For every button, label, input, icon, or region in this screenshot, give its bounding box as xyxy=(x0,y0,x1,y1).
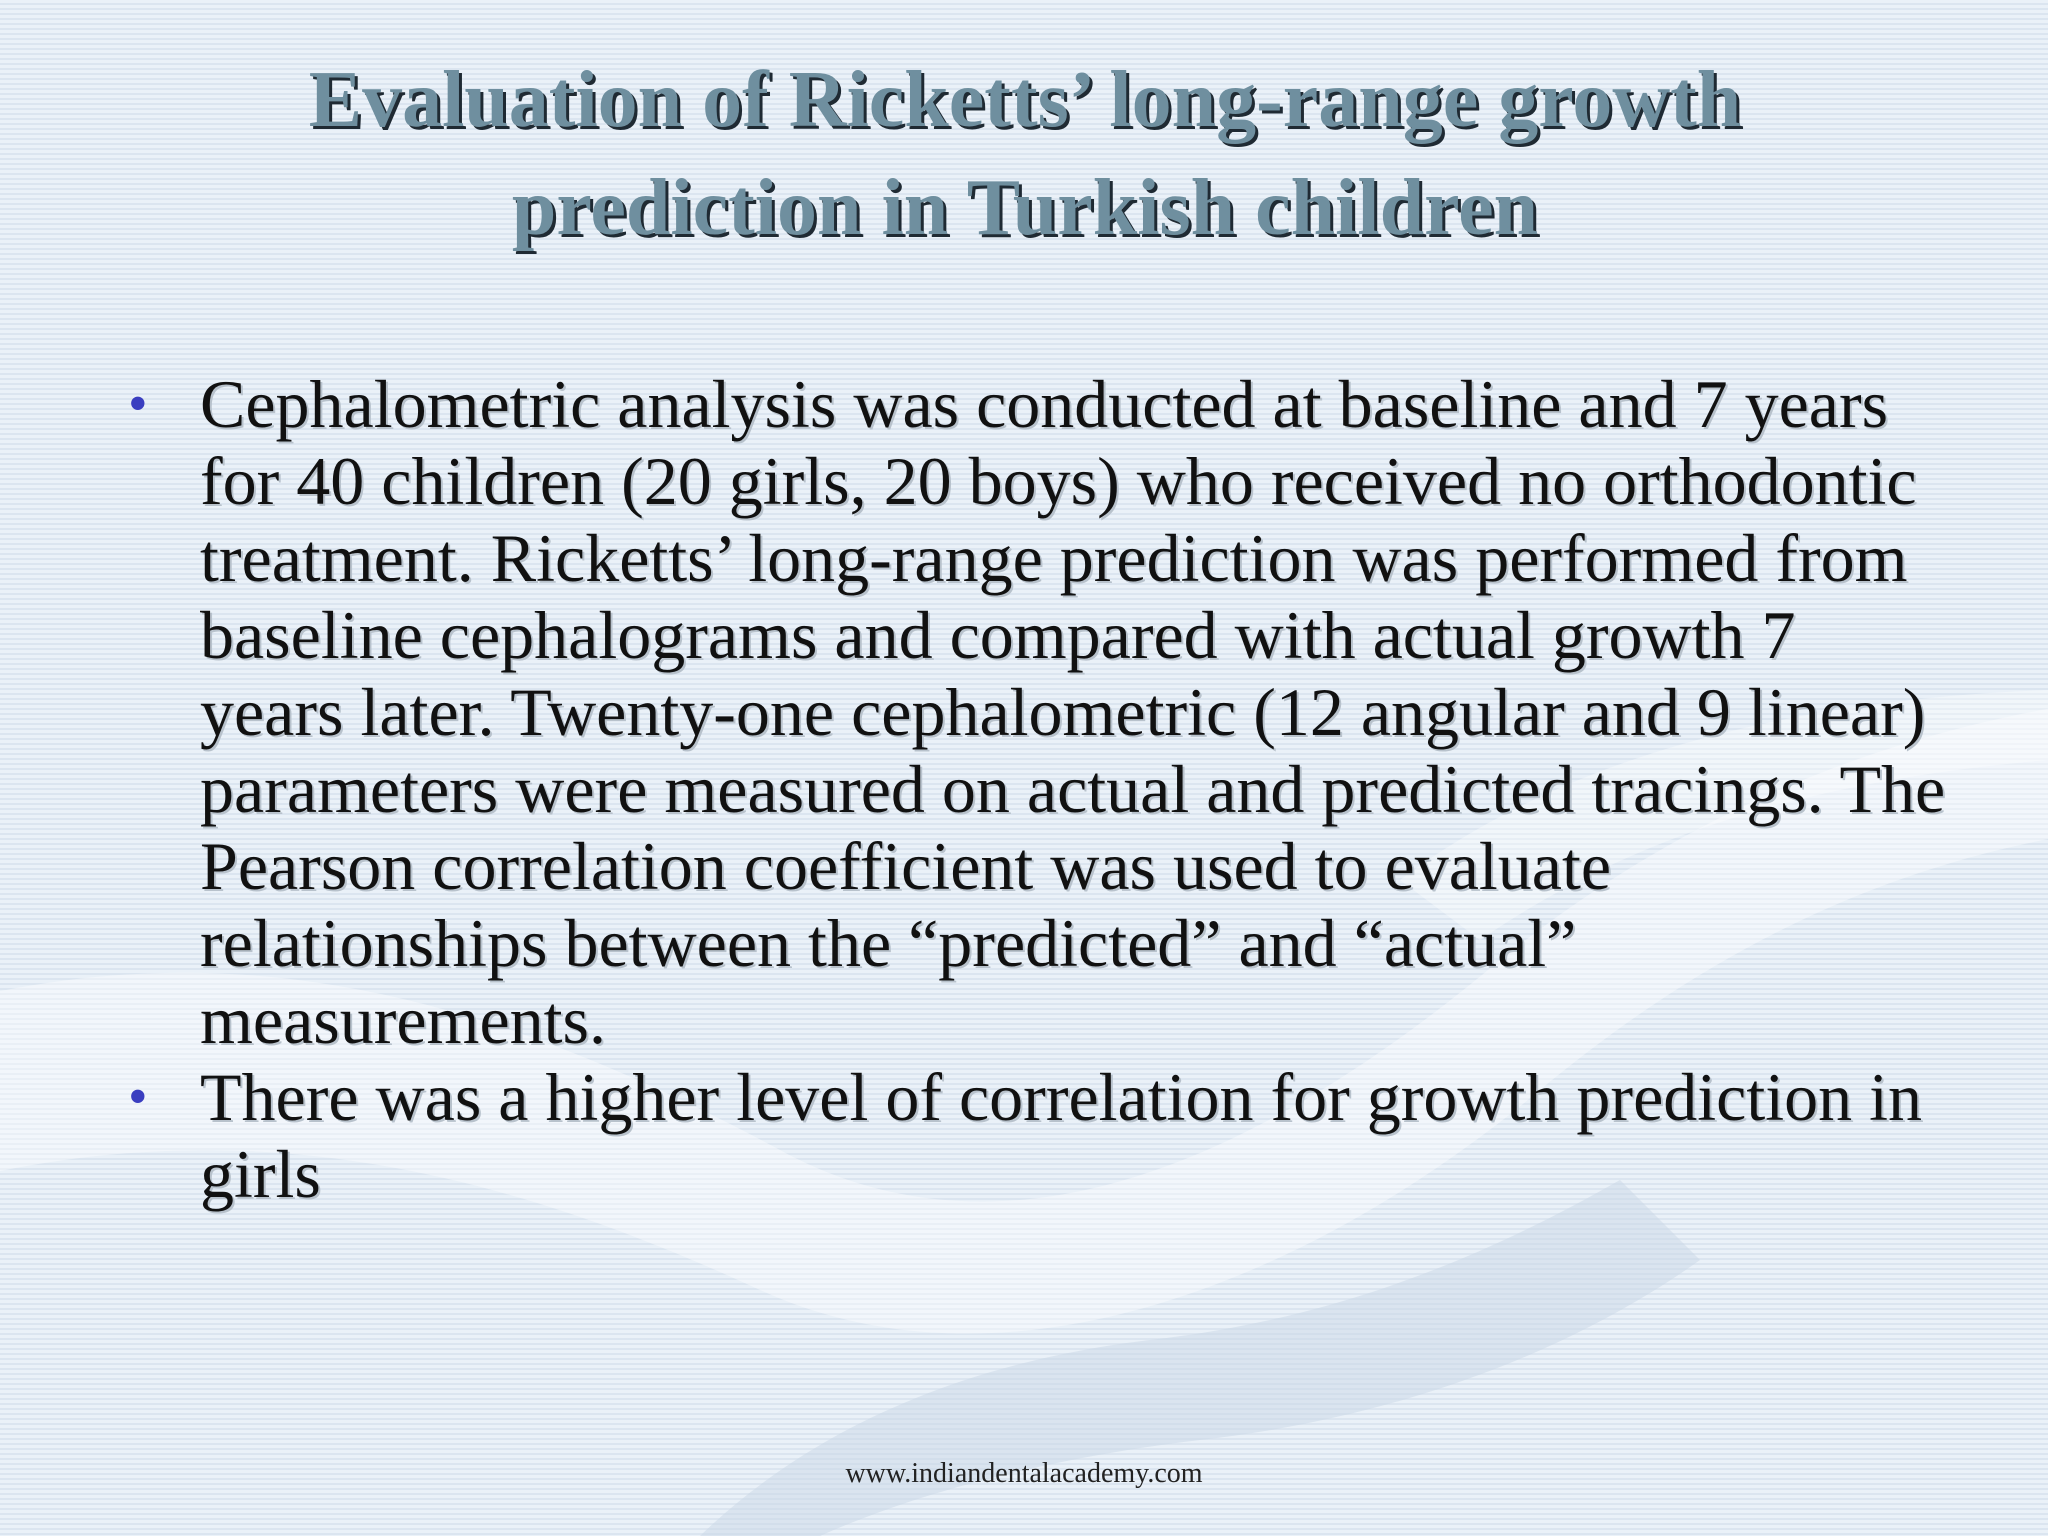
slide-title xyxy=(120,46,1930,262)
footer-url: www.indiandentalacademy.com xyxy=(845,1458,1203,1489)
bullet-icon: • xyxy=(128,1066,148,1128)
bullet-text-result: There was a higher level of correlation for growth prediction in girls xyxy=(200,1059,1923,1212)
bullet-icon: • xyxy=(128,373,148,435)
bullet-item-result xyxy=(120,1059,1950,1213)
bullet-item-methods xyxy=(120,366,1950,1059)
bullet-text-methods: Cephalometric analysis was conducted at baseline and 7 years for 40 children (20 girls, 20 boys) who received no orthodontic treatment. Ricketts’ long-range prediction was performed from baseline cephalograms and compared with actual growth 7 years later. Twenty-one cephalometric (12 angular and 9 linear) parameters were measured on actual and predicted tracings. The Pearson correlation coefficient was used to evaluate relationships between the “predicted” and “actual” measurements. xyxy=(200,366,1946,1058)
slide-title-line-1: Evaluation of Ricketts’ long-range growth xyxy=(308,56,1742,144)
slide-title-line-2: prediction in Turkish children xyxy=(511,164,1539,252)
bullet-list xyxy=(120,366,1950,1213)
